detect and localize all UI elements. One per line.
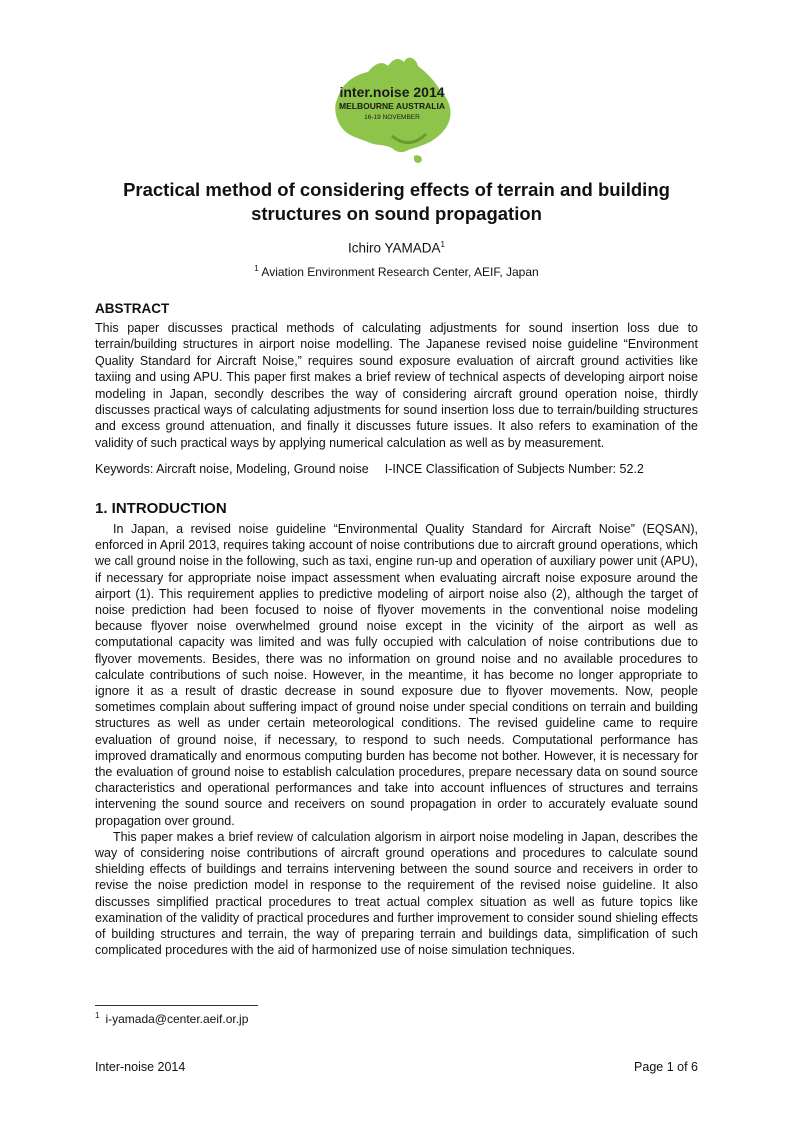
footnote xyxy=(95,1011,248,1026)
footnote-divider xyxy=(95,1005,258,1006)
footnote-mark: 1 xyxy=(95,1011,100,1020)
abstract-text: This paper discusses practical methods of calculating adjustments for sound insertion loss due to terrain/building structures in airport noise modelling. The Japanese revised noise guideline “Environment Quality Standard for Aircraft Noise,” requires sound exposure evaluation of aircraft ground activities like taxiing and using APU. This paper first makes a brief review of technical aspects of developing airport noise modeling in Japan, secondly describes the way of considering aircraft ground operation noise, thirdly discusses practical ways of calculating adjustments for sound insertion loss due to terrain/building structures and excess ground attenuation, and finally it discusses future issues. It also refers to examination of the validity of such practical ways by applying numerical calculation as well as by measurement. xyxy=(95,321,698,450)
introduction-body xyxy=(95,521,698,958)
author-name: Ichiro YAMADA xyxy=(348,240,441,256)
conference-logo xyxy=(322,50,462,170)
classification-text: I-INCE Classification of Subjects Number: 52.2 xyxy=(384,462,644,476)
introduction-paragraph-1: In Japan, a revised noise guideline “Environmental Quality Standard for Aircraft Noise” (EQSAN), enforced in April 2013, requires taking account of noise contributions due to aircraft ground operations, which we call ground noise in the following, such as taxi, engine run-up and operation of auxiliary power unit (APU), if necessary for appropriate noise impact assessment when evaluating aircraft noise exposure around the airport (1). This requirement applies to predictive modeling of airport noise also (2), although the target of noise prediction had been focused to noise of flyover movements in the conventional noise modeling because flyover noise overwhelmed ground noise except in the vicinity of the airport as well as computational capacity was limited and was fully occupied with calculation of noise contributions due to flyover movements. Besides, there was no information on ground noise and no available procedures to calculate contributions of such noise. However, in the meantime, it has become no longer appropriate to ignore it as a result of drastic decrease in sound exposure due to flyover movements. Now, people sometimes complain about suffering impact of ground noise under special conditions on terrain and building structures as well as under certain meteorological conditions. The revised guideline came to require evaluation of ground noise, if necessary, to respond to such needs. Computational performance has improved dramatically and enormous computing burden has become not bother. However, it is necessary for the evaluation of ground noise to establish calculation procedures, prepare necessary data on sound source characteristics and operational performances and take into account influences of structures and terrains intervening the sound source and receivers on sound propagation in order to accurately evaluate sound propagation over ground. xyxy=(95,522,698,828)
footer-page-number: Page 1 of 6 xyxy=(634,1060,698,1074)
tasmania-shape xyxy=(414,155,422,163)
keywords-line xyxy=(95,462,705,476)
footer-conference: Inter-noise 2014 xyxy=(95,1060,186,1074)
logo-location: MELBOURNE AUSTRALIA xyxy=(339,101,445,111)
introduction-paragraph-2: This paper makes a brief review of calculation algorism in airport noise modeling in Japan, describes the way of considering noise contributions of aircraft ground operations and procedures to calculate sound shielding effects of buildings and terrains intervening between the sound source and receivers in order to revise the noise prediction model in response to the requirement of the revised noise guideline. It also discusses simplified practical procedures to treat actual complex situation as well as future topics like examination of the validity of practical procedures and further improvement to consider sound shieling effects of building structures and terrain, the way of preparing terrain and buildings data, simplification of such complicated procedures with the aid of harmonized use of noise simulation techniques. xyxy=(95,829,698,958)
author-mark: 1 xyxy=(440,240,445,249)
logo-title: inter.noise 2014 xyxy=(339,84,445,100)
abstract-heading: ABSTRACT xyxy=(95,301,170,316)
keywords-text: Keywords: Aircraft noise, Modeling, Ground noise xyxy=(95,462,369,476)
affiliation-line xyxy=(0,264,793,279)
author-line xyxy=(0,240,793,256)
australia-map-logo xyxy=(322,50,462,170)
affiliation-mark: 1 xyxy=(254,264,259,273)
affiliation-text: Aviation Environment Research Center, AEIF, Japan xyxy=(261,265,539,279)
logo-dates: 16-19 NOVEMBER xyxy=(364,114,420,121)
paper-title: Practical method of considering effects of terrain and building structures on sound propagation xyxy=(123,179,670,224)
footnote-email: i-yamada@center.aeif.or.jp xyxy=(105,1012,249,1026)
introduction-heading: 1. INTRODUCTION xyxy=(95,500,227,517)
